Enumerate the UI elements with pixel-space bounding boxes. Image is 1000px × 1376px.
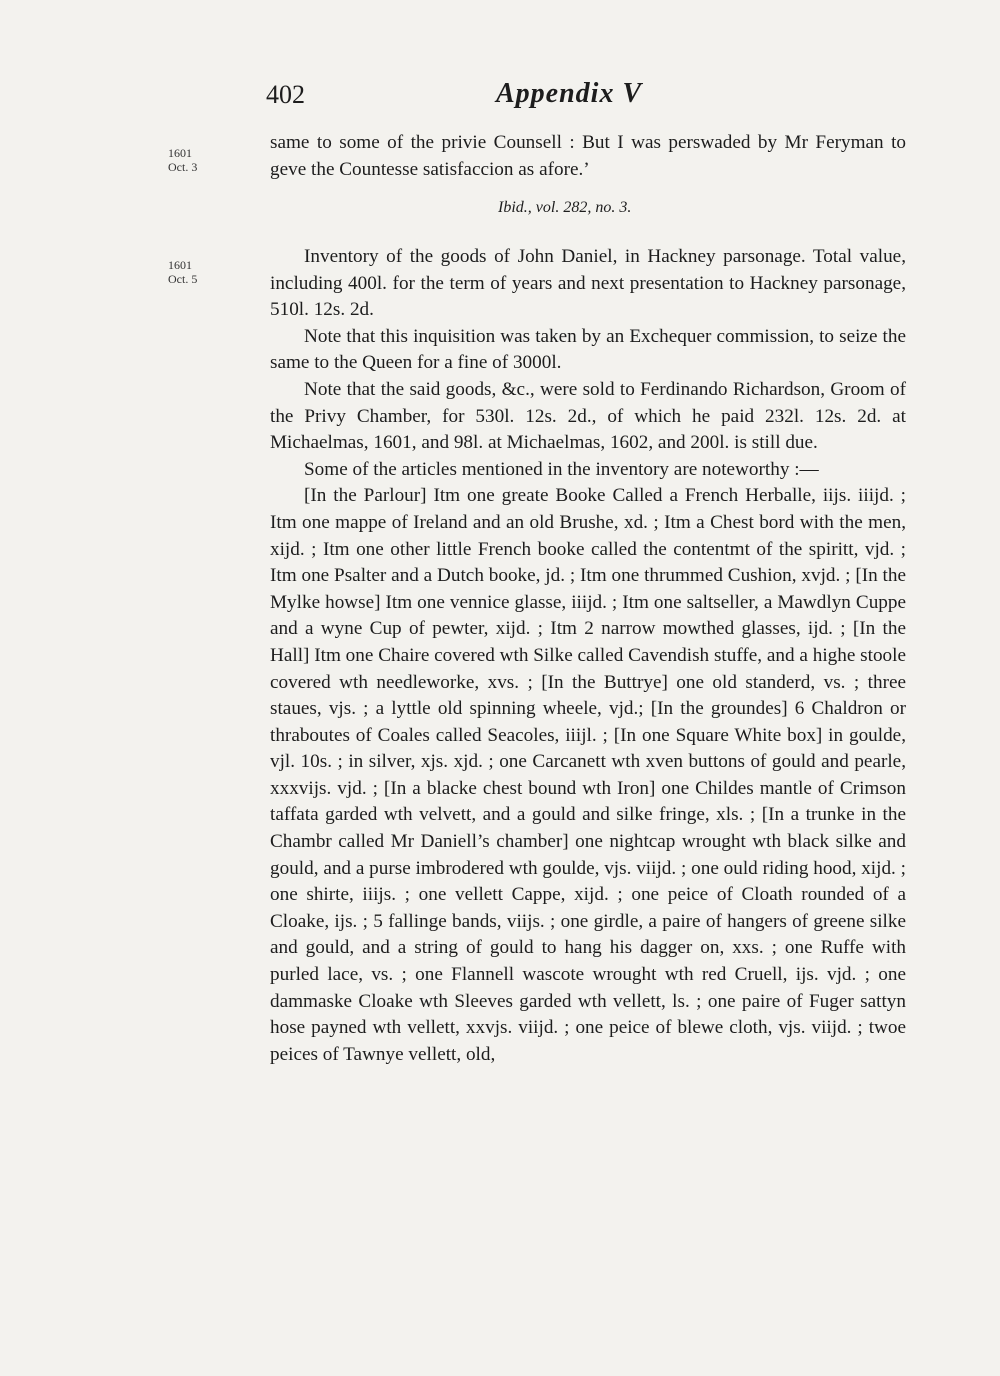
- page-header: [266, 80, 906, 120]
- paragraph: same to some of the privie Counsell : But I was perswaded by Mr Feryman to geve the Countesse satisfaccion as afore.’: [270, 132, 906, 180]
- entry-oct3-text: [270, 130, 906, 183]
- paragraph: Note that this inquisition was taken by an Exchequer commission, to seize the same to the Queen for a fine of 3000l.: [270, 325, 906, 374]
- margin-note-oct5: [168, 258, 197, 286]
- paragraph: Note that the said goods, &c., were sold to Ferdinando Richardson, Groom of the Privy Chamber, for 530l. 12s. 2d., of which he paid 232l. 12s. 2d. at Michaelmas, 1601, and 98l. at Michaelmas, 1602, and 200l. is still due.: [270, 378, 906, 454]
- margin-year: 1601: [168, 146, 192, 160]
- page-number: 402: [266, 80, 305, 109]
- margin-year: 1601: [168, 258, 192, 272]
- inventory-list: [In the Parlour] Itm one greate Booke Called a French Herballe, iijs. iiijd. ; Itm one mappe of Ireland and an old Brushe, xd. ; Itm a Chest bord with the men, xijd. ; Itm one other little French booke called the contentmt of the spiritt, vjd. ; Itm one Psalter and a Dutch booke, jd. ; Itm one thrummed Cushion, xvjd. ; [In the Mylke howse] Itm one vennice glasse, iiijd. ; Itm one saltseller, a Mawdlyn Cuppe and a wyne Cup of pewter, xijd. ; Itm 2 narrow mowthed glasses, ijd. ; [In the Hall] Itm one Chaire covered wth Silke called Cavendish stuffe, and a highe stoole covered wth needleworke, xvs. ; [In the Buttrye] one old standerd, vs. ; three staues, vjs. ; a lyttle old spinning wheele, vjd.; [In the groundes] 6 Chaldron or thraboutes of Coales called Seacoles, iiijl. ; [In one Square White box] in goulde, vjl. 10s. ; in silver, xjs. xjd. ; one Carcanett wth xven buttons of gould and pearle, xxxvijs. vjd. ; [In a blacke chest bound wth Iron] one Childes mantle of Crimson taffata garded wth velvett, and a gould and silke fringe, xls. ; [In a trunke in the Chambr called Mr Daniell’s chamber] one nightcap wrought wth black silke and gould, and a purse imbrodered wth goulde, vjs. viijd. ; one ould riding hood, xijd. ; one shirte, iiijs. ; one vellett Cappe, xijd. ; one peice of Cloath rounded of a Cloake, ijs. ; 5 fallinge bands, viijs. ; one girdle, a paire of hangers of greene silke and gould, and a string of gould to hang his dagger on, xxs. ; one Ruffe with purled lace, vs. ; one Flannell wascote wrought wth red Cruell, ijs. vjd. ; one dammaske Cloake wth Sleeves garded wth vellett, ls. ; one paire of Fuger sattyn hose payned wth vellett, xxvjs. viijd. ; one peice of blewe cloth, vjs. viijd. ; twoe peices of Tawnye vellett, old,: [270, 485, 906, 1065]
- margin-note-oct3: [168, 146, 197, 174]
- paragraph: Inventory of the goods of John Daniel, in Hackney parsonage. Total value, including 400l. for the term of years and next presentation to Hackney parsonage, 510l. 12s. 2d.: [270, 246, 906, 321]
- paragraph: Some of the articles mentioned in the inventory are noteworthy :—: [304, 458, 819, 480]
- margin-date: Oct. 5: [168, 272, 198, 286]
- running-title: Appendix V: [496, 78, 643, 109]
- margin-date: Oct. 3: [168, 160, 198, 174]
- entry-oct5-text: [270, 244, 906, 1068]
- citation: Ibid., vol. 282, no. 3.: [498, 199, 632, 216]
